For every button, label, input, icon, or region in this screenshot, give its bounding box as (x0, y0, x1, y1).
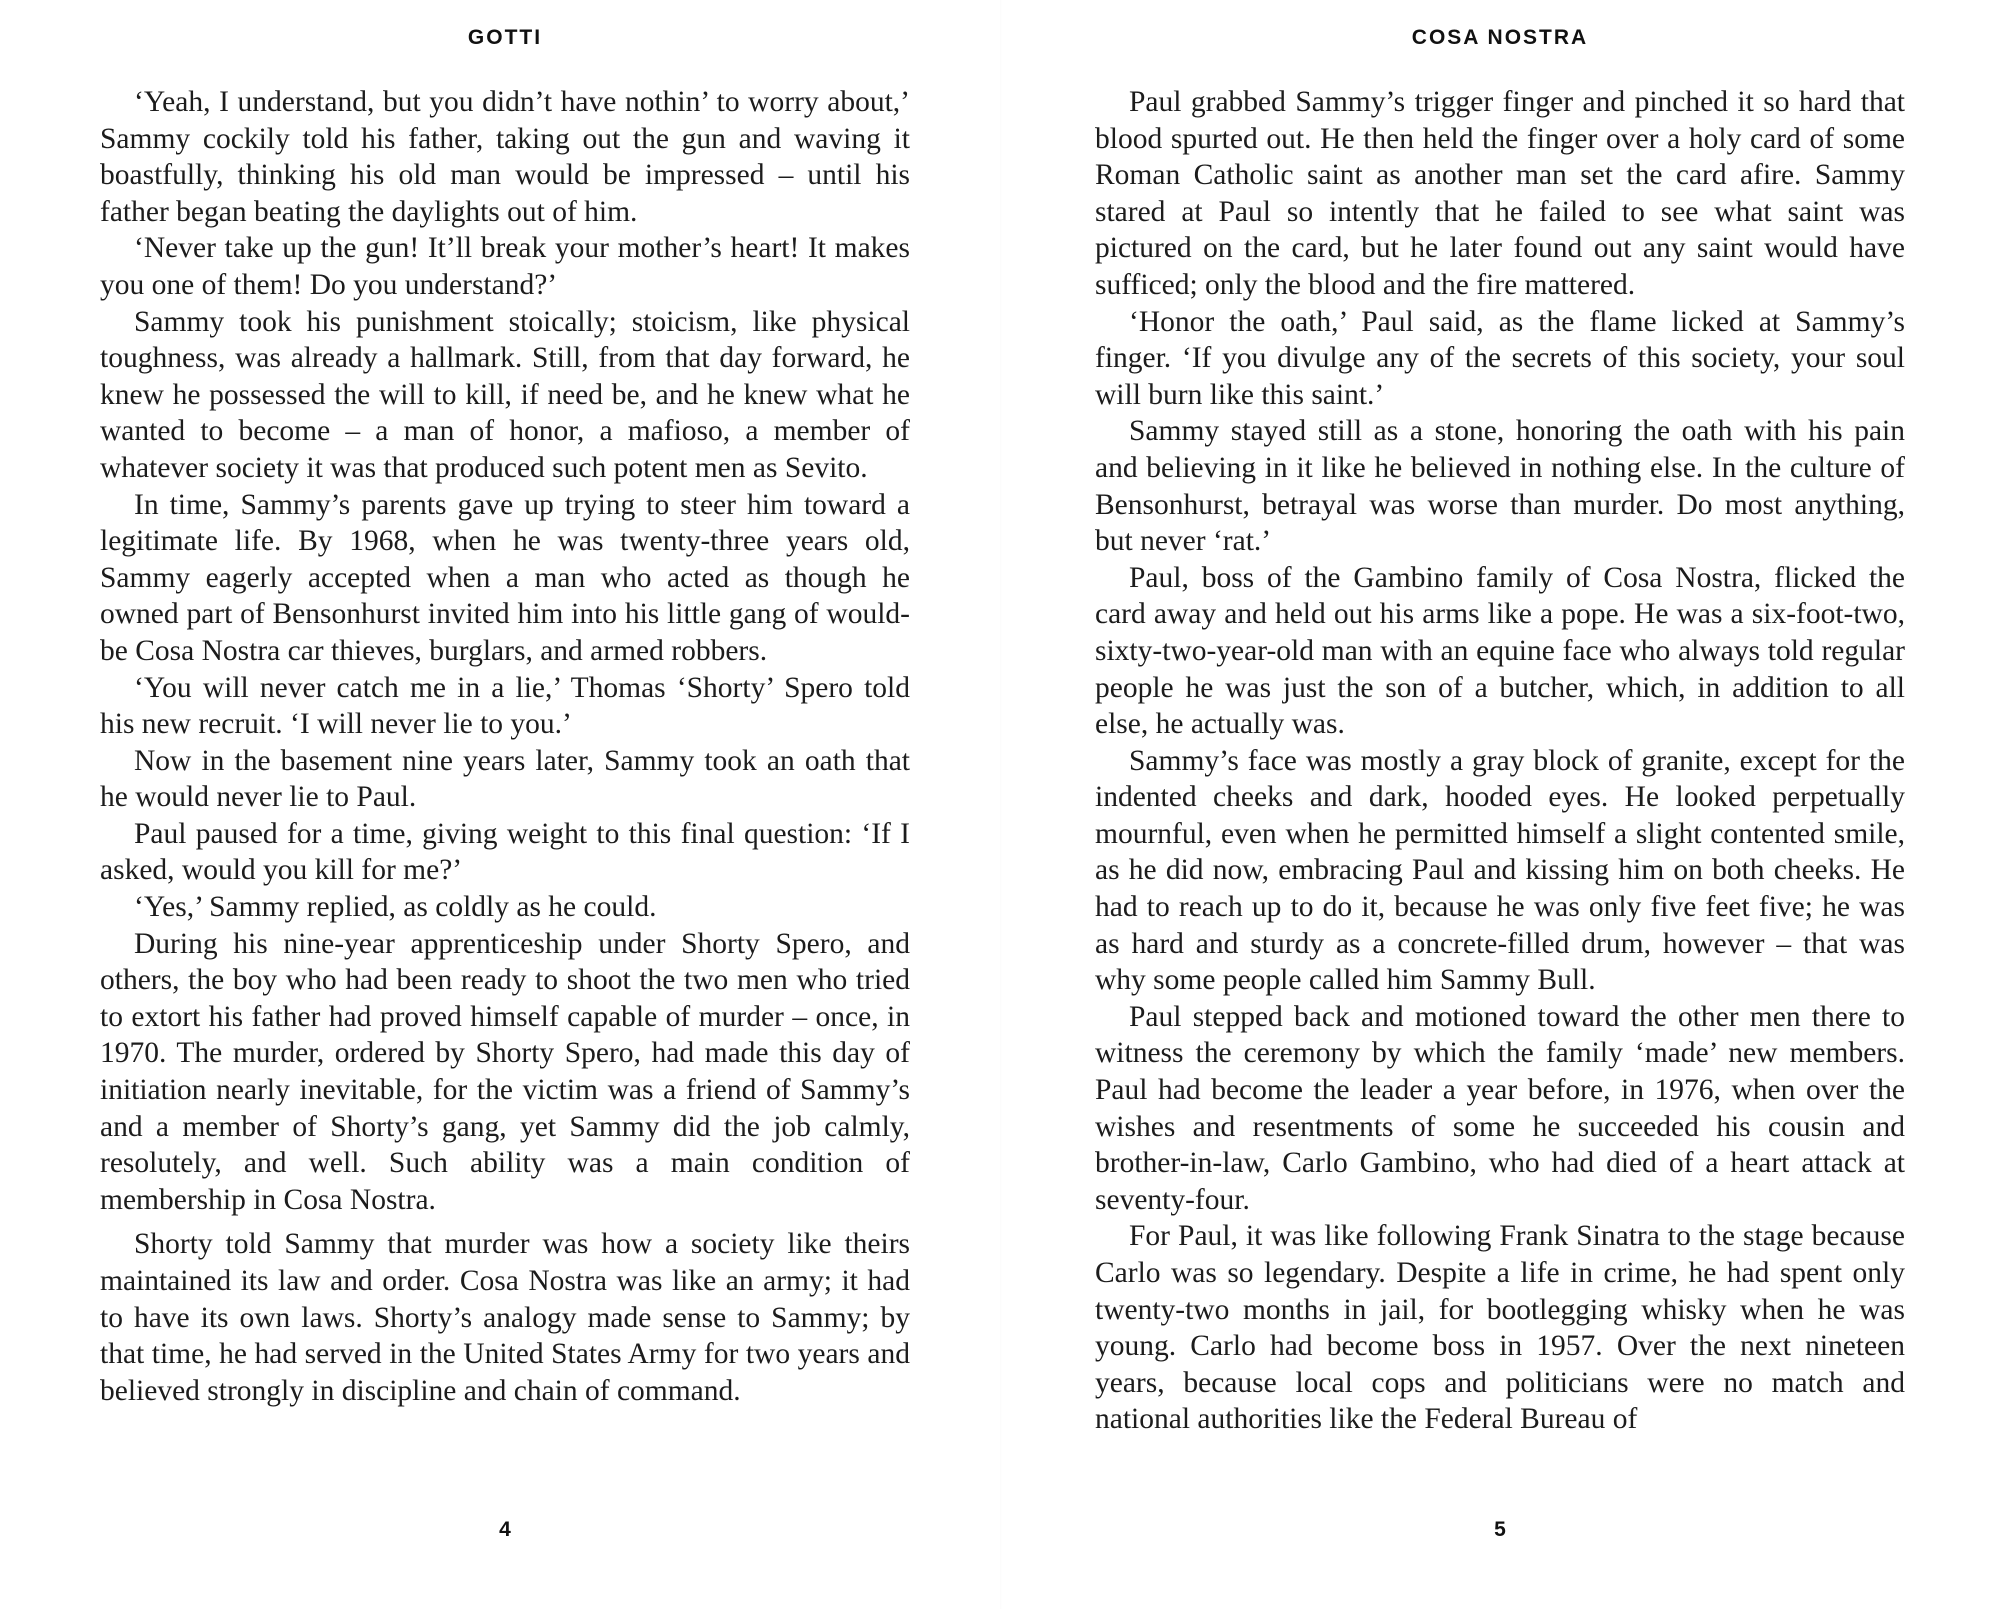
paragraph: For Paul, it was like following Frank Sinatra to the stage because Carlo was so legendary. Despite a life in crime, he had spent only twenty-two months in jail, for bootlegging whisky when he was young. Carlo had become boss in 1957. Over the next nineteen years, because local cops and politicians were no match and national authorities like the Federal Bureau of (1095, 1220, 1905, 1436)
paragraph: Now in the basement nine years later, Sammy took an oath that he would never lie to Paul. (100, 744, 910, 814)
paragraph: Paul paused for a time, giving weight to this final question: ‘If I asked, would you kill for me?’ (100, 817, 910, 887)
paragraph: Paul, boss of the Gambino family of Cosa Nostra, flicked the card away and held out his arms like a pope. He was a six-foot-two, sixty-two-year-old man with an equine face who always told regular people he was just the son of a butcher, which, in addition to all else, he actually was. (1095, 561, 1905, 741)
running-head-right: COSA NOSTRA (1411, 26, 1589, 49)
paragraph: In time, Sammy’s parents gave up trying to steer him toward a legitimate life. By 1968, when he was twenty-three years old, Sammy eagerly accepted when a man who acted as though he owned part of Bensonhurst invited him into his little gang of would-be Cosa Nostra car thieves, burglars, and armed robbers. (100, 488, 910, 667)
paragraph: Paul grabbed Sammy’s trigger finger and pinched it so hard that blood spurted out. He then held the finger over a holy card of some Roman Catholic saint as another man set the card afire. Sammy stared at Paul so intently that he failed to see what saint was pictured on the card, but he later found out any saint would have sufficed; only the blood and the fire mattered. (1095, 86, 1905, 301)
page-number-right: 5 (1494, 1518, 1506, 1541)
paragraph: ‘Honor the oath,’ Paul said, as the flame licked at Sammy’s finger. ‘If you divulge any of the secrets of this society, your soul will burn like this saint.’ (1095, 305, 1905, 411)
gutter-divider (1000, 0, 1002, 1609)
paragraph: Sammy’s face was mostly a gray block of granite, except for the indented cheeks and dark, hooded eyes. He looked perpetually mournful, even when he permitted himself a slight contented smile, as he did now, embracing Paul and kissing him on both cheeks. He had to reach up to do it, because he was only five feet five; he was as hard and sturdy as a concrete-filled drum, however – that was why some people called him Sammy Bull. (1095, 744, 1905, 997)
paragraph: Paul stepped back and motioned toward the other men there to witness the ceremony by which the family ‘made’ new members. Paul had become the leader a year before, in 1976, when over the wishes and resentments of some he succeeded his cousin and brother-in-law, Carlo Gambino, who had died of a heart attack at seventy-four. (1095, 1000, 1905, 1216)
right-page-body (1095, 84, 1905, 1438)
running-head-left: GOTTI (467, 26, 543, 49)
paragraph: ‘Never take up the gun! It’ll break your mother’s heart! It makes you one of them! Do you understand?’ (100, 232, 910, 301)
page-number-left: 4 (499, 1518, 511, 1541)
right-page (1095, 0, 1905, 1609)
left-page (100, 0, 910, 1609)
paragraph: Sammy took his punishment stoically; stoicism, like physical toughness, was already a hallmark. Still, from that day forward, he knew he possessed the will to kill, if need be, and he knew what he wanted to become – a man of honor, a mafioso, a member of whatever society it was that produced such potent men as Sevito. (100, 305, 910, 484)
paragraph: Shorty told Sammy that murder was how a society like theirs maintained its law and order. Cosa Nostra was like an army; it had to have its own laws. Shorty’s analogy made sense to Sammy; by that time, he had served in the United States Army for two years and believed strongly in discipline and chain of command. (100, 1228, 910, 1407)
paragraph: Sammy stayed still as a stone, honoring the oath with his pain and believing in it like he believed in nothing else. In the culture of Bensonhurst, betrayal was worse than murder. Do most anything, but never ‘rat.’ (1095, 415, 1905, 558)
paragraph: ‘Yeah, I understand, but you didn’t have nothin’ to worry about,’ Sammy cockily told his father, taking out the gun and waving it boastfully, thinking his old man would be impressed – until his father began beating the daylights out of him. (100, 86, 910, 228)
paragraph: ‘Yes,’ Sammy replied, as coldly as he could. (134, 891, 657, 924)
paragraph: During his nine-year apprenticeship under Shorty Spero, and others, the boy who had been ready to shoot the two men who tried to extort his father had proved himself capable of murder – once, in 1970. The murder, ordered by Shorty Spero, had made this day of initiation nearly inevitable, for the victim was a friend of Sammy’s and a member of Shorty’s gang, yet Sammy did the job calmly, resolutely, and well. Such ability was a main condition of membership in Cosa Nostra. (100, 927, 910, 1216)
paragraph: ‘You will never catch me in a lie,’ Thomas ‘Shorty’ Spero told his new recruit. ‘I will never lie to you.’ (100, 671, 910, 741)
left-page-body (100, 84, 910, 1409)
